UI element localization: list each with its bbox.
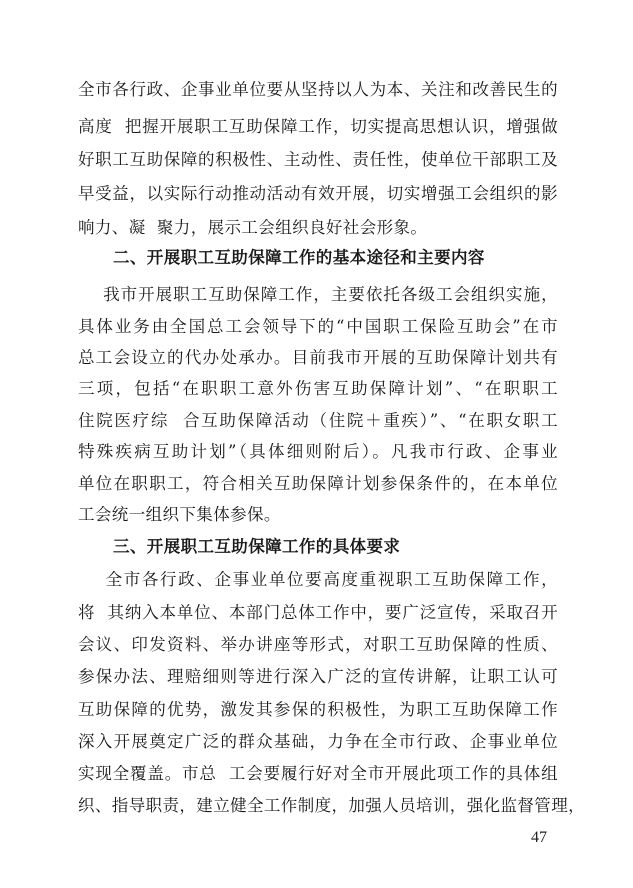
paragraph-3-line-4: 参保办法、理赔细则等进行深入广泛的宣传讲解，让职工认可 bbox=[78, 667, 558, 686]
paragraph-3-line-3: 会议、印发资料、举办讲座等形式，对职工互助保障的性质、 bbox=[78, 635, 558, 654]
paragraph-1-line-2: 高度 把握开展职工互助保障工作，切实提高思想认识，增强做 bbox=[78, 117, 558, 136]
paragraph-2-line-7: 单位在职职工，符合相关互助保障计划参保条件的，在本单位 bbox=[78, 474, 558, 493]
paragraph-2-line-2: 具体业务由全国总工会领导下的“中国职工保险互助会”在市 bbox=[78, 317, 558, 336]
paragraph-2-line-8: 工会统一组织下集体参保。 bbox=[78, 505, 281, 524]
paragraph-1-line-3: 好职工互助保障的积极性、主动性、责任性，使单位干部职工及 bbox=[78, 150, 558, 169]
paragraph-1-line-1: 全市各行政、企事业单位要从坚持以人为本、关注和改善民生的 bbox=[78, 80, 558, 99]
paragraph-3-line-7: 实现全覆盖。市总 工会要履行好对全市开展此项工作的具体组 bbox=[78, 764, 558, 783]
paragraph-2-line-4: 三项，包括“在职职工意外伤害互助保障计划”、“在职职工 bbox=[78, 379, 558, 398]
paragraph-2-line-5: 住院医疗综 合互助保障活动（住院＋重疾）”、“在职女职工 bbox=[78, 411, 558, 430]
paragraph-3-line-2: 将 其纳入本单位、本部门总体工作中，要广泛宣传，采取召开 bbox=[78, 603, 558, 622]
paragraph-3-line-1: 全市各行政、企事业单位要高度重视职工互助保障工作， bbox=[78, 570, 558, 589]
paragraph-2-line-6: 特殊疾病互助计划”（具体细则附后）。凡我市行政、企事业 bbox=[78, 442, 558, 461]
paragraph-2-line-1: 我市开展职工互助保障工作，主要依托各级工会组织实施， bbox=[78, 285, 558, 304]
paragraph-2-line-3: 总工会设立的代办处承办。目前我市开展的互助保障计划共有 bbox=[78, 348, 558, 367]
paragraph-3-line-5: 互助保障的优势，激发其参保的积极性，为职工互助保障工作 bbox=[78, 700, 558, 719]
section-heading-2: 二、开展职工互助保障工作的基本途径和主要内容 bbox=[113, 248, 485, 267]
section-heading-3: 三、开展职工互助保障工作的具体要求 bbox=[113, 537, 401, 556]
paragraph-1-line-4: 早受益，以实际行动推动活动有效开展，切实增强工会组织的影 bbox=[78, 184, 558, 203]
paragraph-1-line-5: 响力、凝 聚力，展示工会组织良好社会形象。 bbox=[78, 218, 428, 237]
page-number: 47 bbox=[531, 829, 547, 846]
paragraph-3-line-8: 织、指导职责，建立健全工作制度，加强人员培训，强化监督管理， bbox=[78, 796, 585, 815]
paragraph-3-line-6: 深入开展奠定广泛的群众基础，力争在全市行政、企事业单位 bbox=[78, 732, 558, 751]
